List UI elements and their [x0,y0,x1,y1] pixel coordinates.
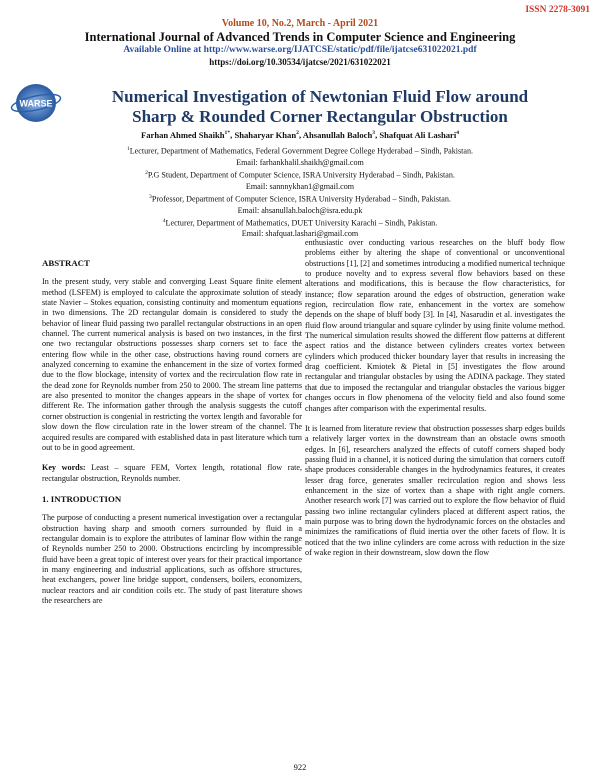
author-list [0,130,600,140]
author: Shafquat Ali Lashari$^4$ [379,130,460,140]
author: Farhan Ahmed Shaikh$^{1*}$, [140,130,235,140]
author: Ahsanullah Baloch$^3$, [302,130,380,140]
logo-text: WARSE [19,98,53,109]
volume-info: Volume 10, No.2, March - April 2021 [221,18,379,29]
affiliation-email[interactable]: Email: farhankhalil.shaikh@gmail.com [236,157,364,167]
paper-title [70,87,570,127]
affiliation: $^2$P.G Student, Department of Computer Science, ISRA University Hyderabad – Sindh, Pakistan. [145,169,455,180]
issn: ISSN 2278-3091 [525,5,590,15]
journal-name: International Journal of Advanced Trends in Computer Science and Engineering [84,30,516,44]
right-column [305,238,565,568]
affiliation-email[interactable]: Email: ahsanullah.baloch@isra.edu.pk [237,205,363,215]
abstract-heading: ABSTRACT [42,258,90,268]
affiliation: $^4$Lecturer, Department of Mathematics, DUET University Karachi – Sindh, Pakistan. [162,217,438,228]
left-column [42,258,302,616]
keywords-label: Key words: [42,463,86,473]
title-line: Numerical Investigation of Newtonian Fluid Flow around [111,87,529,106]
body-paragraph: It is learned from literature review that obstruction possesses sharp edges builds a relatively larger vortex in the downstream than an obstacle owns smooth edges. In [6], researchers analyzed the effects of cutoff corners shaped body passing fluid in a channel, it is noticed during the simulation that corners cutoff shape produces considerable changes in the hydrodynamics features, it creates lesser drag force, generates smaller recirculation region and shows less enhancement in the size of vortex than a shape with right angle corners. Another research work [7] was carried out to explore the flow behavior of fluid passing two inline rectangular cylinders placed at different aspect ratios, the main purpose was to bring down the hydrodynamic forces on the obstacles and minimizes the ramifications of fluid inertia over the other facets of flow. It is noticed that the two inline cylinders are come across with reduction in the size of wake region in their downstream, slow down the flow [305,423,565,557]
warse-logo [9,82,63,124]
page-number: 922 [293,762,307,772]
available-online-link[interactable]: Available Online at http://www.warse.org/IJATCSE/static/pdf/file/ijatcse631022021.pdf [123,45,477,55]
title-line: Sharp & Rounded Corner Rectangular Obstruction [132,107,508,126]
affiliations [0,144,600,240]
keywords-text: Least – square FEM, Vortex length, rotational flow rate, rectangular obstruction, Reynolds number. [42,463,303,483]
affiliation-email[interactable]: Email: sannnykhan1@gmail.com [245,181,355,191]
affiliation: $^1$Lecturer, Department of Mathematics, Federal Government Degree College Hyderabad – Sindh, Pakistan. [126,146,474,156]
introduction-heading: 1. INTRODUCTION [42,493,122,504]
affiliation-email[interactable]: Email: shafquat.lashari@gmail.com [241,229,359,239]
body-paragraph: enthusiastic over conducting various researches on the bluff body flow problems either by altering the shape of conventional or unconventional obstructions [1], [2] and sometimes introducing a modified numerical technique to produce novelty and to express several flow behaviors based on these alterations and modifications, this is because the flow characteristics, for instance; flow separation around the edges of obstruction, generation wake region, recirculation flow rate, enhancement in the vortex are somehow depends on the shape of bluff body [3]. In [4], Nasarudin et al. investigates the fluid flow around triangular and square cylinder by using finite volume method. The numerical simulation results showed the different flow patterns at different aspect ratios and the distance between cylinders creates vortex between cylinders which produced thicker boundary layer that results in increasing the drag coefficient. Kmiotek & Pietal in [5] investigates the flow around rectangular and triangular obstacles by using the ADINA package. They stated that due to imposed the rectangular and triangular obstacles the various bigger changes occurs in flow phenomena of the velocity field and also found some changes after comparison with the experimental results. [305,238,565,413]
abstract-text: In the present study, very stable and converging Least Square finite element method (LSFEM) is employed to calculate the approximate solution of steady state Navier – Stokes equation, consisting continuity and momentum equations in two dimensions. The 2D rectangular domain is considered to study the behavior of linear fluid passing two parallel rectangular obstructions in an open channel. The current numerical analysis is based on two instances, in the first one two rectangular obstructions possesses sharp corners set to face the entering flow while in the other case, obstructions having round corners are analyzed concerning to examine the enhancement in the size of vortex formed due to the flow blockage, intensity of vortex and the recirculation flow rate in the dead zone for Reynolds number from 250 to 2000. The stream line patterns are also presented to monitor the changes appears in the shape of vortex for different Re. The information gather through the analysis suggests the cutoff corner obstruction is congenial in restricting the vortex length and favorable for slow down the flow circulation rate in the lower stream of the channel. The acquired results are compared with established data in past literature which turn out to be in good agreement. [42,277,302,452]
keywords [42,463,302,484]
introduction-text: The purpose of conducting a present numerical investigation over a rectangular obstruction having sharp and smooth corners surrounded by fluid in a rectangular domain is to explore the attributes of laminar flow within the range of Reynolds number 250 to 2000. Obstructions encircling by incompressible fluid have been a great topic of interest over years for their practical importance in many engineering and industrial applications, such as offshore structures, heat exchangers, power line bridge support, condensers, boilers, economizers, nuclear reactors and air condition coils etc. The study of past literature shows the researchers are [42,513,302,605]
affiliation: $^3$Professor, Department of Computer Science, ISRA University Hyderabad – Sindh, Pakistan. [149,193,451,204]
doi-link[interactable]: https://doi.org/10.30534/ijatcse/2021/631022021 [209,57,391,67]
author: Shaharyar Khan$^2$, [234,130,303,140]
